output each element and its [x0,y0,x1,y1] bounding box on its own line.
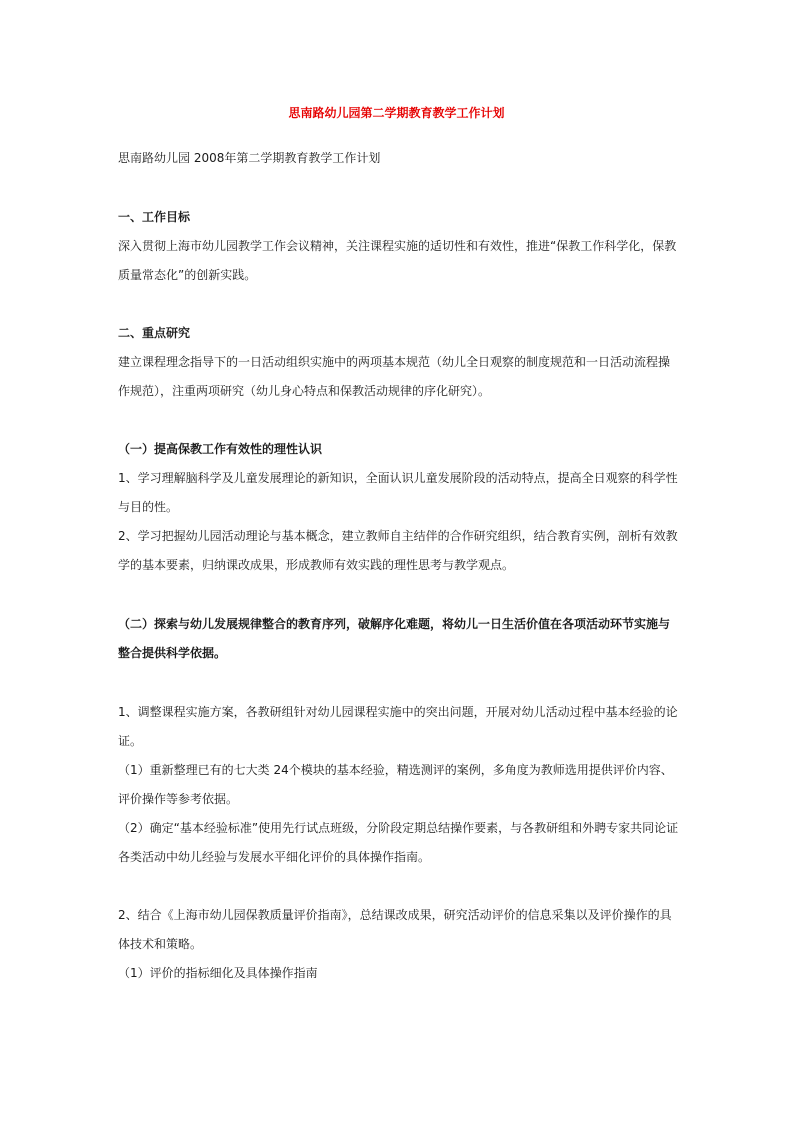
paragraph-line: 2、学习把握幼儿园活动理论与基本概念，建立教师自主结伴的合作研究组织，结合教育实例，剖析有效教 [118,529,678,543]
paragraph-line: 建立课程理念指导下的一日活动组织实施中的两项基本规范（幼儿全日观察的制度规范和一日活动流程操 [118,355,671,369]
paragraph-line: 体技术和策略。 [118,937,203,951]
paragraph-line: 1、调整课程实施方案，各教研组针对幼儿园课程实施中的突出问题，开展对幼儿活动过程中基本经验的论 [118,705,678,719]
section-heading-research: 二、重点研究 [118,326,191,340]
paragraph-line: 2、结合《上海市幼儿园保教质量评价指南》，总结课改成果，研究活动评价的信息采集以及评价操作的具 [118,908,672,922]
paragraph-line: （2）确定“基本经验标准”使用先行试点班级，分阶段定期总结操作要素，与各教研组和外聘专家共同论证 [118,821,678,835]
paragraph-line: （1）评价的指标细化及具体操作指南 [118,966,318,980]
paragraph-line: 深入贯彻上海市幼儿园教学工作会议精神，关注课程实施的适切性和有效性，推进“保教工作科学化，保教 [118,239,677,253]
subsection-heading-2-cont: 整合提供科学依据。 [118,646,227,660]
paragraph-line: 1、学习理解脑科学及儿童发展理论的新知识，全面认识儿童发展阶段的活动特点，提高全日观察的科学性 [118,471,678,485]
subsection-heading-2: （二）探索与幼儿发展规律整合的教育序列，破解序化难题，将幼儿一日生活价值在各项活动环节实施与 [118,617,671,631]
paragraph-line: 学的基本要素，归纳课改成果，形成教师有效实践的理性思考与教学观点。 [118,558,515,572]
paragraph-line: 证。 [118,734,143,748]
paragraph-line: 各类活动中幼儿经验与发展水平细化评价的具体操作指南。 [118,850,431,864]
paragraph-line: 评价操作等参考依据。 [118,792,239,806]
paragraph-line: 质量常态化”的创新实践。 [118,268,257,282]
subsection-heading-1: （一）提高保教工作有效性的理性认识 [118,442,323,456]
paragraph-line: 与目的性。 [118,500,179,514]
document-title: 思南路幼儿园第二学期教育教学工作计划 [288,106,505,120]
section-heading-goals: 一、工作目标 [118,210,191,224]
paragraph-line: （1）重新整理已有的七大类 24个模块的基本经验，精选测评的案例，多角度为教师选用提供评价内容、 [118,763,673,777]
document-subtitle: 思南路幼儿园 2008年第二学期教育教学工作计划 [118,151,381,165]
paragraph-line: 作规范），注重两项研究（幼儿身心特点和保教活动规律的序化研究）。 [118,384,491,398]
